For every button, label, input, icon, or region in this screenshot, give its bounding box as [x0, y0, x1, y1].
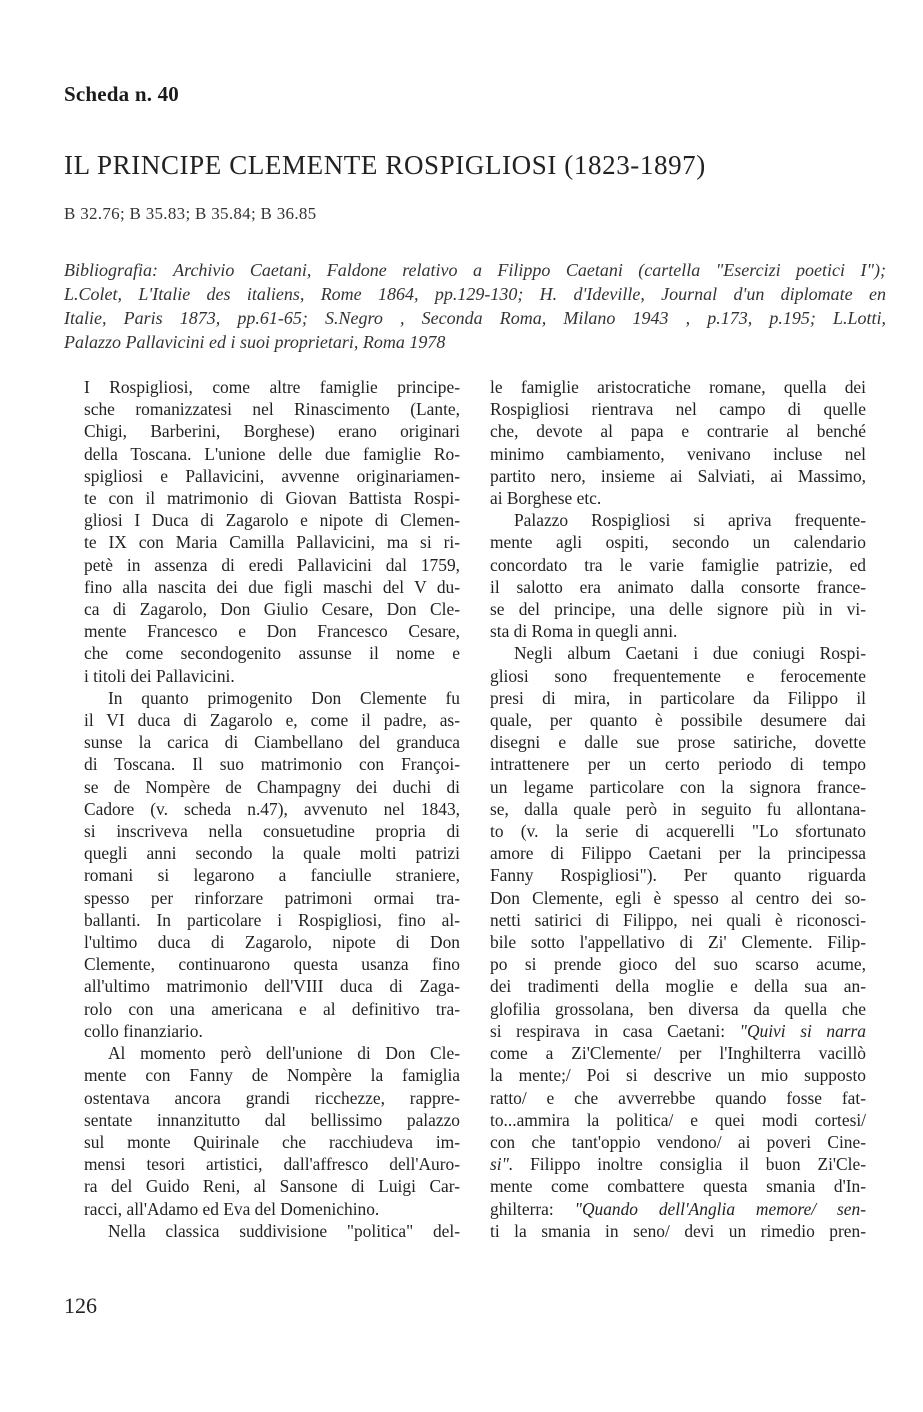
text-line: Al momento però dell'unione di Don Cle- [108, 1043, 460, 1064]
text-line: i titoli dei Pallavicini. [84, 665, 235, 686]
text-line: ratto/ e che avverrebbe quando fosse fat- [490, 1087, 866, 1108]
text-line: mente con Fanny de Nompère la famiglia [84, 1065, 460, 1086]
quote-segment: "Quando dell'Anglia memore/ sen- [574, 1198, 866, 1219]
text-line: sentate innanzitutto dal bellissimo palazzo [84, 1109, 460, 1130]
text-line: che, devote al papa e contrarie al benché [490, 421, 866, 442]
text-line: all'ultimo matrimonio dell'VIII duca di Zaga- [84, 976, 460, 997]
text-line: racci, all'Adamo ed Eva del Domenichino. [84, 1198, 380, 1219]
text-line: ballanti. In particolare i Rospigliosi, fino al- [84, 909, 460, 930]
text-line: petè in assenza di eredi Pallavicini dal 1759, [84, 554, 460, 575]
text-line: Nella classica suddivisione "politica" del- [108, 1220, 460, 1241]
bibliography-line: Italie, Paris 1873, pp.61-65; S.Negro , Seconda Roma, Milano 1943 , p.173, p.195; L.Lotti, [64, 308, 886, 328]
page-title: IL PRINCIPE CLEMENTE ROSPIGLIOSI (1823-1897) [64, 150, 706, 180]
text-line [490, 1020, 866, 1042]
text-line: collo finanziario. [84, 1020, 203, 1041]
text-line: gliosi sono frequentemente e ferocemente [490, 665, 866, 686]
text-line: to...ammira la politica/ e quei modi cortesi/ [490, 1109, 866, 1130]
text-line: concordato tra le varie famiglie patrizie, ed [490, 554, 866, 575]
text-line: Don Clemente, egli è spesso al centro dei so- [490, 887, 866, 908]
text-line: te con il matrimonio di Giovan Battista Rospi- [84, 488, 460, 509]
text-segment: Filippo inoltre consiglia il buon Zi'Cle- [530, 1154, 866, 1175]
text-line: po si prende gioco del suo scarso acume, [490, 954, 866, 975]
text-segment: si respirava in casa Caetani: [490, 1020, 726, 1041]
text-line: presi di mira, in particolare da Filippo il [490, 687, 866, 708]
text-line: mensi tesori artistici, dall'affresco dell'Auro- [84, 1154, 460, 1175]
text-line: Rospigliosi rientrava nel campo di quelle [490, 399, 866, 420]
text-line: il salotto era animato dalla consorte france- [490, 576, 866, 597]
text-column-left [84, 376, 460, 1242]
text-line: se de Nompère de Champagny dei duchi di [84, 776, 460, 797]
text-line: intrattenere per un certo periodo di tempo [490, 754, 866, 775]
text-line: quegli anni secondo la quale molti patrizi [84, 843, 460, 864]
text-line: rolo con una americana e al definitivo tra- [84, 998, 460, 1019]
text-line: I Rospigliosi, come altre famiglie principe- [84, 377, 460, 397]
text-line: un legame particolare con la signora france- [490, 776, 866, 797]
text-line: Negli album Caetani i due coniugi Rospi- [514, 643, 866, 664]
quote-segment: si". [490, 1154, 514, 1175]
text-line: Chigi, Barberini, Borghese) erano originari [84, 421, 460, 442]
bibliography-line: Palazzo Pallavicini ed i suoi proprietari, Roma 1978 [64, 332, 446, 352]
text-line: romani si legarono a fanciulle straniere, [84, 865, 460, 886]
text-line: Fanny Rospigliosi"). Per quanto riguarda [490, 865, 866, 886]
catalog-references: B 32.76; B 35.83; B 35.84; B 36.85 [64, 204, 317, 223]
page-number: 126 [64, 1293, 97, 1318]
text-line: ti la smania in seno/ devi un rimedio pren- [490, 1220, 866, 1241]
text-line: se, dalla quale però in seguito fu allontana- [490, 798, 866, 819]
text-line: dei tradimenti della moglie e della sua an- [490, 976, 866, 997]
text-line: quale, per quanto è possibile desumere dai [490, 710, 866, 731]
text-line: di Toscana. Il suo matrimonio con Françoi- [84, 754, 460, 775]
text-line: spesso per rinforzare patrimoni ormai tra- [84, 887, 460, 908]
text-line: disegni e dalle sue prose satiriche, dovette [490, 732, 866, 753]
text-line: con che tant'oppio vendono/ ai poveri Cine- [490, 1131, 866, 1152]
text-line: te IX con Maria Camilla Pallavicini, ma si ri- [84, 532, 460, 553]
text-line: glofilia grossolana, ben diversa da quella che [490, 998, 866, 1019]
text-line: ai Borghese etc. [490, 488, 602, 509]
text-line: In quanto primogenito Don Clemente fu [108, 687, 460, 708]
bibliography-line: L.Colet, L'Italie des italiens, Rome 1864, pp.129-130; H. d'Ideville, Journal d'un diplomate en [64, 284, 886, 304]
text-line: to (v. la serie di acquerelli "Lo sfortunato [490, 821, 866, 842]
text-line: mente agli ospiti, secondo un calendario [490, 532, 866, 553]
text-line: sche romanizzatesi nel Rinascimento (Lante, [84, 399, 460, 420]
text-line: mente come combattere questa smania d'In- [490, 1176, 866, 1197]
text-line: sta di Roma in quegli anni. [490, 621, 678, 642]
text-column-right [490, 376, 866, 1242]
text-line: mente Francesco e Don Francesco Cesare, [84, 621, 460, 642]
text-line: fino alla nascita dei due figli maschi del V du- [84, 576, 460, 597]
text-line: spigliosi e Pallavicini, avvenne originariamen- [84, 465, 460, 486]
text-line: amore di Filippo Caetani per la principessa [490, 843, 866, 864]
text-segment: ghilterra: [490, 1198, 554, 1219]
scheda-label: Scheda n. 40 [64, 82, 180, 106]
text-line: la mente;/ Poi si descrive un mio supposto [490, 1065, 866, 1086]
text-line: della Toscana. L'unione delle due famiglie Ro- [84, 443, 460, 464]
text-line: che come secondogenito assunse il nome e [84, 643, 460, 664]
text-line: bile sotto l'appellativo di Zi' Clemente. Filip- [490, 932, 866, 953]
bibliography-line: Bibliografia: Archivio Caetani, Faldone relativo a Filippo Caetani (cartella "Esercizi poetici I"); [64, 260, 886, 280]
text-line: l'ultimo duca di Zagarolo, nipote di Don [84, 932, 460, 953]
text-line: ostentava ancora grandi ricchezze, rappre- [84, 1087, 460, 1108]
text-line: netti satirici di Filippo, nei quali è riconosci- [490, 909, 866, 930]
text-line: le famiglie aristocratiche romane, quella dei [490, 377, 866, 397]
bibliography [64, 258, 886, 354]
text-line: il VI duca di Zagarolo e, come il padre, as- [84, 710, 460, 731]
quote-segment: "Quivi si narra [739, 1020, 867, 1041]
text-line: si inscriveva nella consuetudine propria di [84, 821, 460, 842]
text-line: ra del Guido Reni, al Sansone di Luigi Car- [84, 1176, 460, 1197]
text-line: Cadore (v. scheda n.47), avvenuto nel 1843, [84, 798, 460, 819]
text-line [490, 1153, 866, 1175]
text-line [490, 1198, 866, 1220]
text-line: Palazzo Rospigliosi si apriva frequente- [514, 510, 866, 531]
text-line: Clemente, continuarono questa usanza fino [84, 954, 460, 975]
text-line: se del principe, una delle signore più in vi- [490, 599, 866, 620]
text-line: sul monte Quirinale che racchiudeva im- [84, 1131, 460, 1152]
text-line: gliosi I Duca di Zagarolo e nipote di Clemen- [84, 510, 460, 531]
text-line: minimo cambiamento, venivano incluse nel [490, 443, 866, 464]
text-line: come a Zi'Clemente/ per l'Inghilterra vacillò [490, 1043, 866, 1064]
text-line: sunse la carica di Ciambellano del granduca [84, 732, 460, 753]
text-line: partito nero, insieme ai Salviati, ai Massimo, [490, 465, 866, 486]
text-line: ca di Zagarolo, Don Giulio Cesare, Don Cle- [84, 599, 460, 620]
